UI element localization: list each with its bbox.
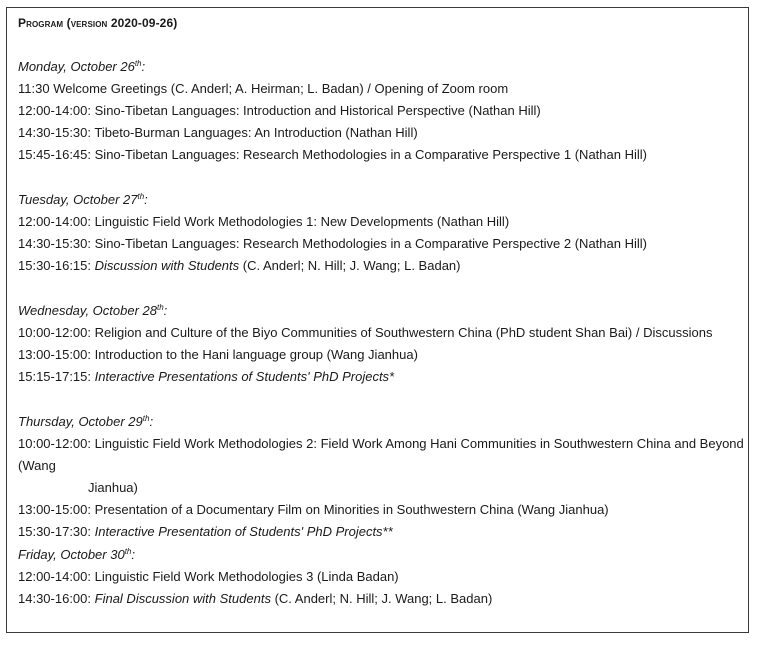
day-heading: Friday, October 30th:: [18, 547, 135, 562]
program-box: [6, 7, 749, 633]
session-row: 15:30-16:15: Discussion with Students (C. Anderl; N. Hill; J. Wang; L. Badan): [18, 258, 461, 273]
session-row: 10:00-12:00: Linguistic Field Work Methodologies 2: Field Work Among Hani Communities in Southwestern China and Beyond (Wang Jianhua): [18, 436, 744, 495]
session-row: 12:00-14:00: Sino-Tibetan Languages: Introduction and Historical Perspective (Nathan Hill): [18, 103, 541, 118]
day-monday: [18, 56, 647, 166]
program-title-version: (version 2020-09-26): [66, 16, 178, 30]
day-tuesday: [18, 189, 647, 277]
session-row: 12:00-14:00: Linguistic Field Work Methodologies 3 (Linda Badan): [18, 569, 399, 584]
session-row: 15:30-17:30: Interactive Presentation of Students' PhD Projects**: [18, 524, 393, 539]
session-row: 13:00-15:00: Introduction to the Hani language group (Wang Jianhua): [18, 347, 418, 362]
session-row: 14:30-16:00: Final Discussion with Students (C. Anderl; N. Hill; J. Wang; L. Badan): [18, 591, 493, 606]
day-friday: [18, 544, 492, 610]
session-row: 15:45-16:45: Sino-Tibetan Languages: Research Methodologies in a Comparative Perspective 1 (Nathan Hill): [18, 147, 647, 162]
session-row: 14:30-15:30: Sino-Tibetan Languages: Research Methodologies in a Comparative Perspective 2 (Nathan Hill): [18, 236, 647, 251]
session-row: 13:00-15:00: Presentation of a Documentary Film on Minorities in Southwestern China (Wang Jianhua): [18, 502, 609, 517]
program-title-prefix: Program: [18, 16, 64, 30]
program-title: [18, 16, 177, 30]
session-row: 12:00-14:00: Linguistic Field Work Methodologies 1: New Developments (Nathan Hill): [18, 214, 510, 229]
session-row: 15:15-17:15: Interactive Presentations of Students' PhD Projects*: [18, 369, 395, 384]
session-row: 14:30-15:30: Tibeto-Burman Languages: An Introduction (Nathan Hill): [18, 125, 418, 140]
session-row: 11:30 Welcome Greetings (C. Anderl; A. Heirman; L. Badan) / Opening of Zoom room: [18, 81, 509, 96]
day-heading: Monday, October 26th:: [18, 59, 146, 74]
day-heading: Wednesday, October 28th:: [18, 303, 168, 318]
day-heading: Tuesday, October 27th:: [18, 192, 148, 207]
session-row: 10:00-12:00: Religion and Culture of the Biyo Communities of Southwestern China (PhD student Shan Bai) / Discussions: [18, 325, 713, 340]
day-wednesday: [18, 300, 712, 388]
day-heading: Thursday, October 29th:: [18, 414, 154, 429]
day-thursday: [18, 411, 746, 543]
